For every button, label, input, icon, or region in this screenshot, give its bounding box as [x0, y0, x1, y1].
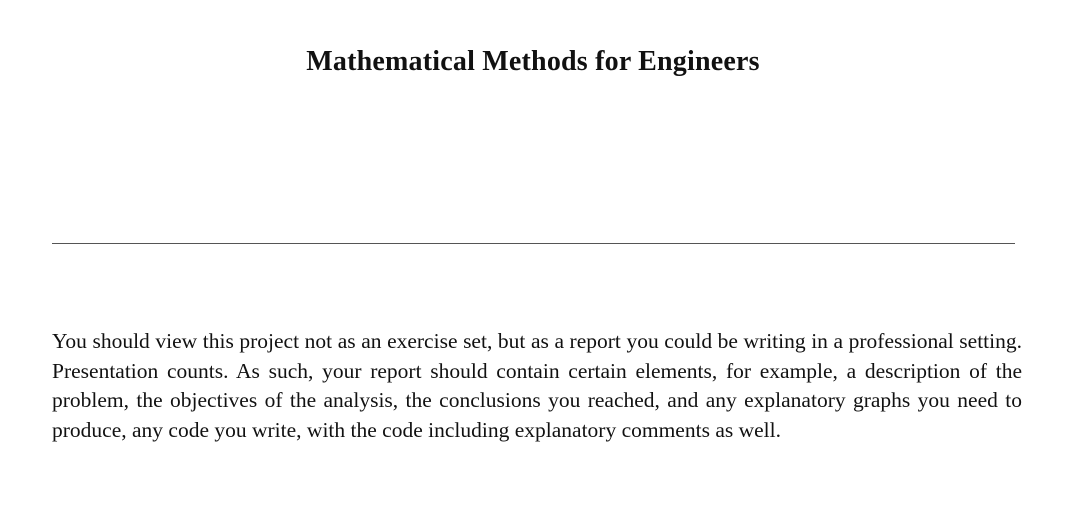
document-title: Mathematical Methods for Engineers: [306, 46, 760, 77]
body-paragraph: You should view this project not as an exercise set, but as a report you could be writing in a professional setting. Presentation counts. As such, your report should contain certain elements, for example, a description of the problem, the objectives of the analysis, the conclusions you reached, and any explanatory graphs you need to produce, any code you write, with the code including explanatory comments as well.: [52, 329, 1022, 442]
horizontal-divider: [52, 243, 1015, 244]
